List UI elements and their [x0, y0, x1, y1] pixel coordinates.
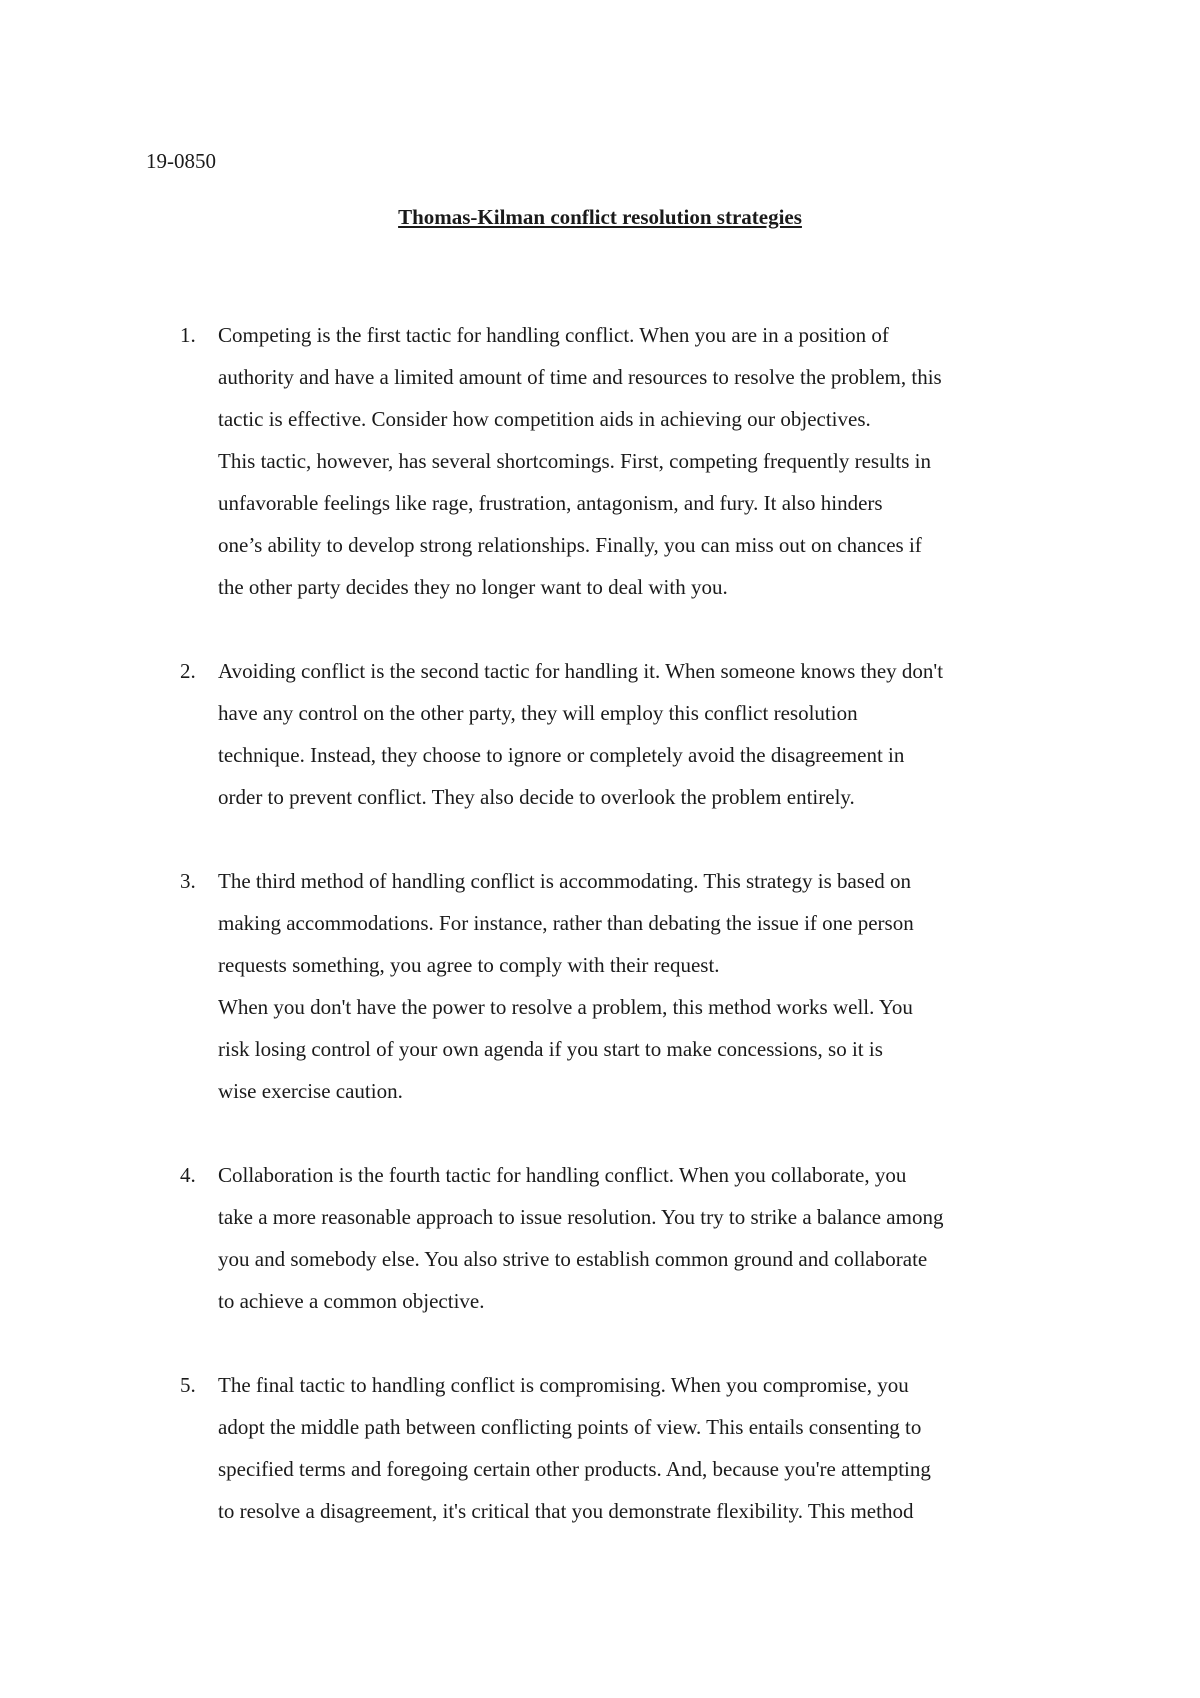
text-line: wise exercise caution.: [218, 1079, 403, 1103]
list-item-number: 3.: [180, 869, 196, 893]
text-line: When you don't have the power to resolve a problem, this method works well. You: [218, 995, 913, 1019]
list-item-number: 4.: [180, 1163, 196, 1187]
list-item-text: [218, 650, 943, 818]
list-item-number: 1.: [180, 323, 196, 347]
text-line: This tactic, however, has several shortcomings. First, competing frequently results in: [218, 449, 931, 473]
text-line: take a more reasonable approach to issue resolution. You try to strike a balance among: [218, 1205, 944, 1229]
text-line: adopt the middle path between conflicting points of view. This entails consenting to: [218, 1415, 922, 1439]
text-line: to achieve a common objective.: [218, 1289, 485, 1313]
document-id: 19-0850: [146, 149, 216, 173]
text-line: Competing is the first tactic for handling conflict. When you are in a position of: [218, 323, 889, 347]
text-line: authority and have a limited amount of time and resources to resolve the problem, this: [218, 365, 942, 389]
text-line: The final tactic to handling conflict is compromising. When you compromise, you: [218, 1373, 909, 1397]
text-line: specified terms and foregoing certain other products. And, because you're attempting: [218, 1457, 931, 1481]
text-line: Collaboration is the fourth tactic for handling conflict. When you collaborate, you: [218, 1163, 907, 1187]
text-line: tactic is effective. Consider how competition aids in achieving our objectives.: [218, 407, 871, 431]
list-item-number: 2.: [180, 659, 196, 683]
text-line: to resolve a disagreement, it's critical that you demonstrate flexibility. This method: [218, 1499, 914, 1523]
text-line: order to prevent conflict. They also decide to overlook the problem entirely.: [218, 785, 855, 809]
document-title: Thomas-Kilman conflict resolution strategies: [398, 205, 802, 229]
text-line: unfavorable feelings like rage, frustration, antagonism, and fury. It also hinders: [218, 491, 883, 515]
text-line: risk losing control of your own agenda if you start to make concessions, so it is: [218, 1037, 883, 1061]
text-line: technique. Instead, they choose to ignore or completely avoid the disagreement in: [218, 743, 905, 767]
text-line: you and somebody else. You also strive to establish common ground and collaborate: [218, 1247, 928, 1271]
list-item-text: [218, 314, 942, 608]
text-line: have any control on the other party, they will employ this conflict resolution: [218, 701, 858, 725]
list-item-text: [218, 1154, 943, 1322]
text-line: The third method of handling conflict is accommodating. This strategy is based on: [218, 869, 912, 893]
list-item-text: [218, 860, 914, 1112]
list-item-number: 5.: [180, 1373, 196, 1397]
text-line: making accommodations. For instance, rather than debating the issue if one person: [218, 911, 914, 935]
text-line: one’s ability to develop strong relationships. Finally, you can miss out on chances if: [218, 533, 922, 557]
text-line: requests something, you agree to comply with their request.: [218, 953, 720, 977]
text-line: Avoiding conflict is the second tactic for handling it. When someone knows they don't: [218, 659, 944, 683]
text-line: the other party decides they no longer want to deal with you.: [218, 575, 728, 599]
list-item-text: [218, 1364, 931, 1532]
